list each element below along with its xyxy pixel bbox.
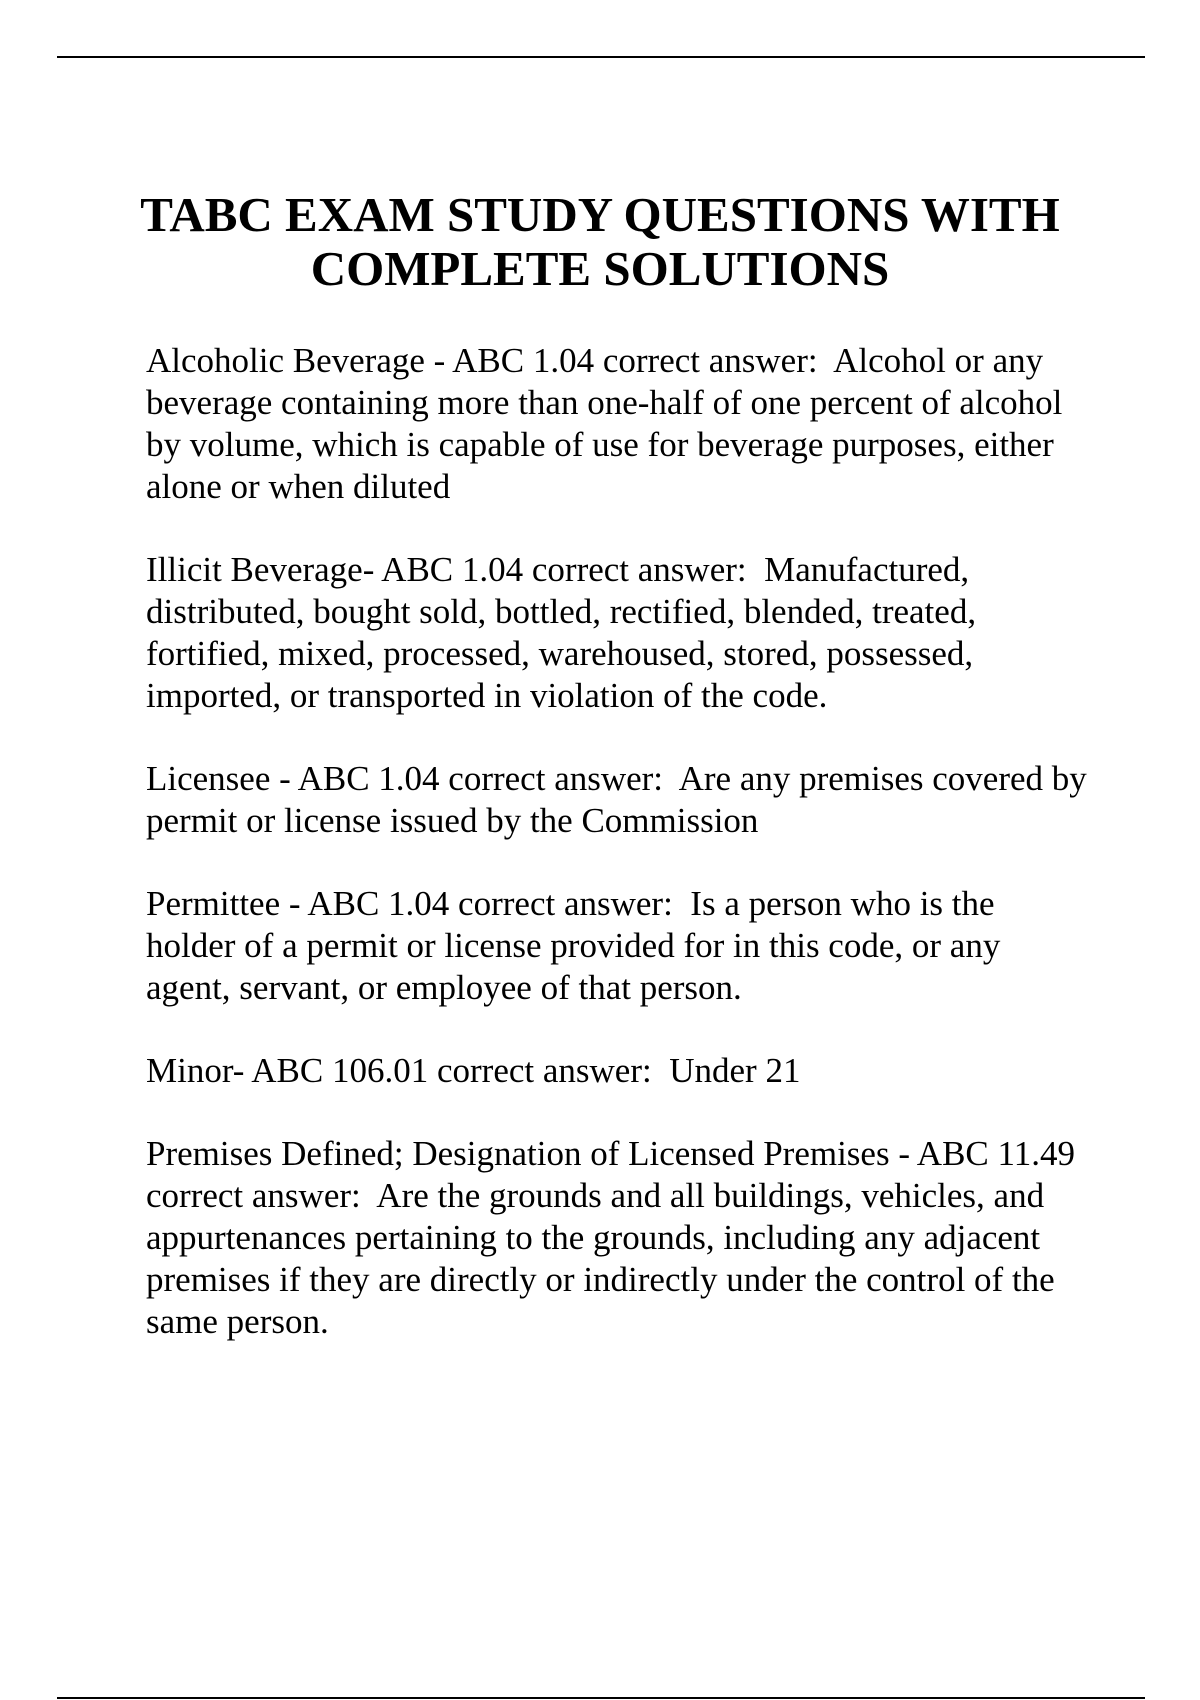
entry-illicit-beverage: Illicit Beverage- ABC 1.04 correct answer: Manufactured, distributed, bought sold, bottled, rectified, blended, treated, fortified, mixed, processed, warehoused, stored, possessed, imported, or transported in violation of the code.	[146, 550, 985, 715]
bottom-divider	[57, 1697, 1145, 1699]
entry-permittee: Permittee - ABC 1.04 correct answer: Is a person who is the holder of a permit or license provided for in this code, or any agent, servant, or employee of that person.	[146, 884, 1010, 1007]
page-title: TABC EXAM STUDY QUESTIONS WITH COMPLETE SOLUTIONS	[140, 187, 1060, 296]
entry-alcoholic-beverage: Alcoholic Beverage - ABC 1.04 correct answer: Alcohol or any beverage containing more than one-half of one percent of alcohol by volume, which is capable of use for beverage purposes, either alone or when diluted	[146, 341, 1072, 506]
entry-licensee: Licensee - ABC 1.04 correct answer: Are any premises covered by permit or license issued by the Commission	[146, 759, 1096, 840]
entry-minor: Minor- ABC 106.01 correct answer: Under 21	[146, 1051, 801, 1090]
top-divider	[57, 56, 1145, 58]
study-entries	[146, 340, 1096, 1384]
entry-premises-defined: Premises Defined; Designation of Licensed Premises - ABC 11.49 correct answer: Are the grounds and all buildings, vehicles, and appurtenances pertaining to the grounds, including any adjacent premises if they are directly or indirectly under the control of the same person.	[146, 1134, 1084, 1341]
